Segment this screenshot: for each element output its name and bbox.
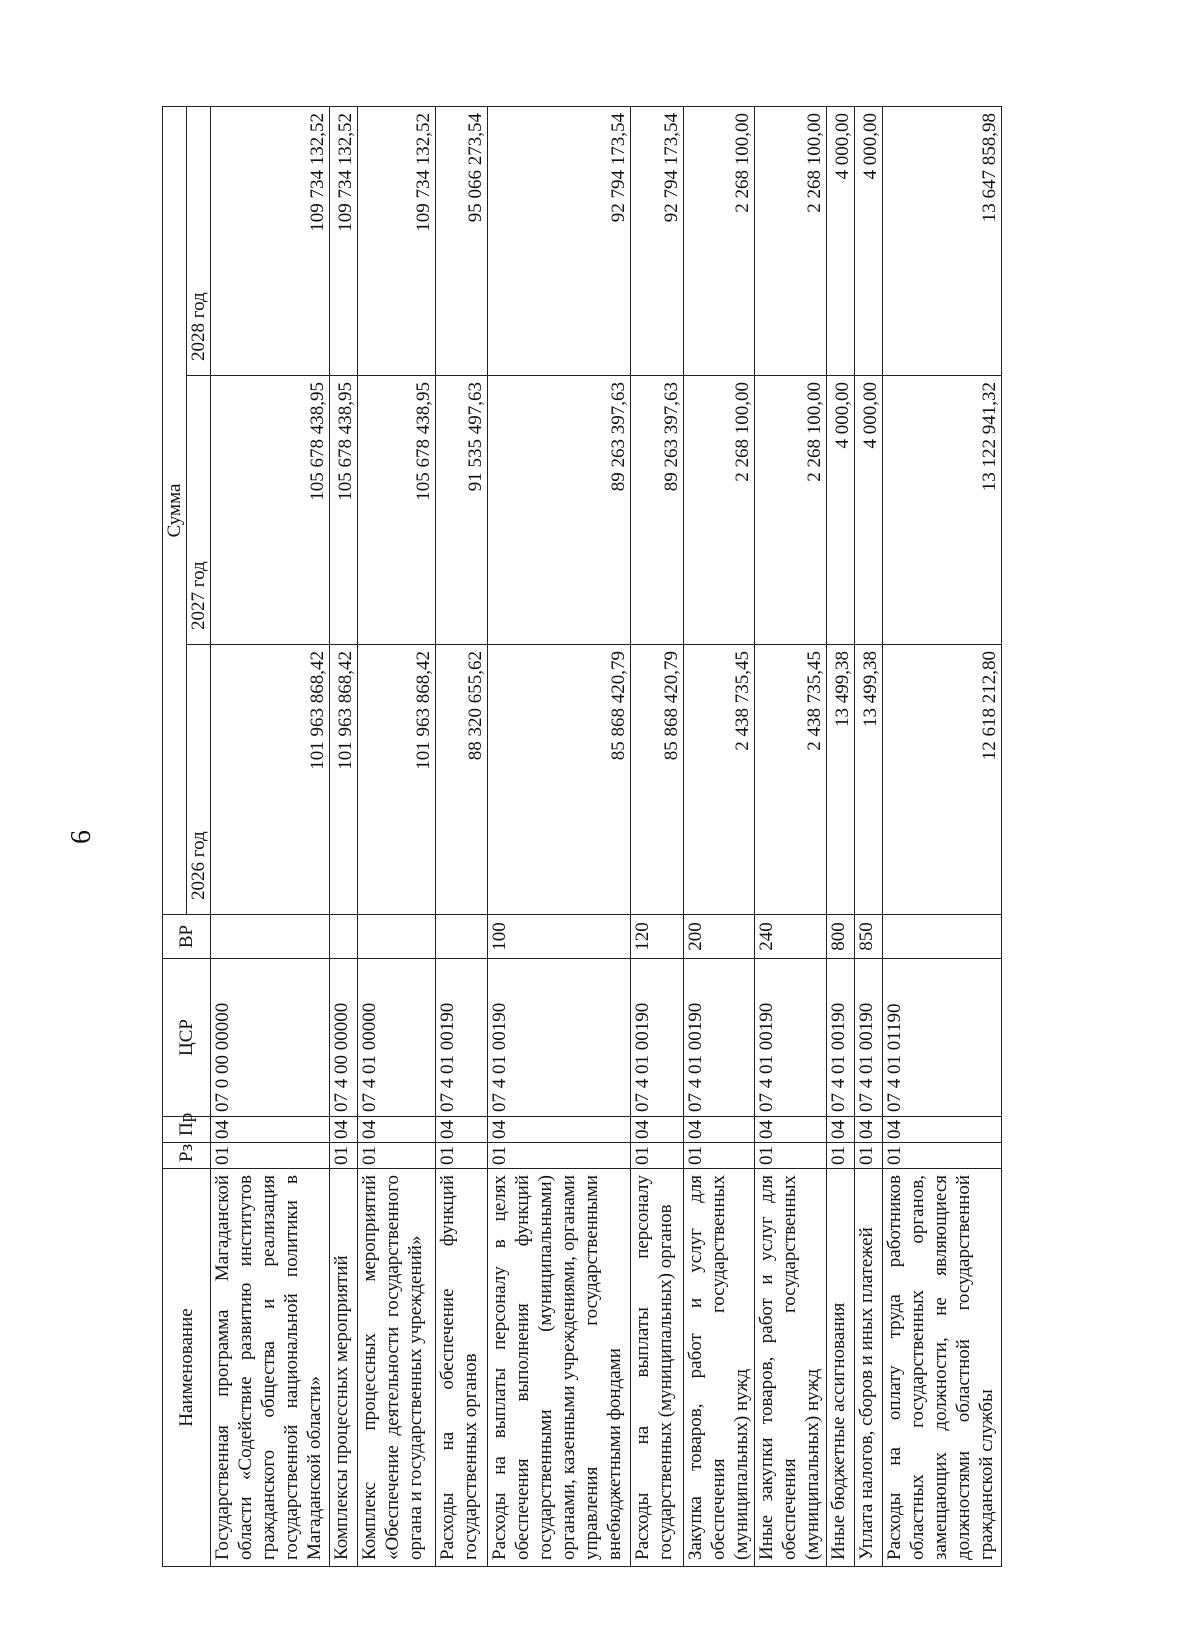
cell-y2027: 105 678 438,95 [330, 376, 358, 645]
cell-y2026: 101 963 868,42 [357, 645, 435, 915]
cell-name: Комплекс процессных мероприятий «Обеспечение деятельности государственного органа и государственных учреждений» [357, 1169, 435, 1567]
cell-rz: 01 [827, 1143, 855, 1169]
table-body [211, 106, 1002, 1566]
table-row [357, 106, 435, 1566]
cell-rz: 01 [488, 1143, 631, 1169]
cell-pr: 04 [882, 1117, 1001, 1143]
cell-rz: 01 [631, 1143, 683, 1169]
cell-y2027: 105 678 438,95 [211, 376, 330, 645]
cell-name: Расходы на выплаты персоналу в целях обеспечения выполнения функций государственными (муниципальными) органами, казенными учреждениями, органами управления государственными внебюджетными фондами [488, 1169, 631, 1567]
cell-y2026: 13 499,38 [827, 645, 855, 915]
cell-vr [357, 915, 435, 959]
cell-y2027: 89 263 397,63 [488, 376, 631, 645]
cell-pr: 04 [631, 1117, 683, 1143]
cell-csr: 07 4 01 00000 [357, 959, 435, 1117]
cell-y2026: 12 618 212,80 [882, 645, 1001, 915]
cell-csr: 07 4 01 00190 [683, 959, 755, 1117]
cell-y2027: 105 678 438,95 [357, 376, 435, 645]
table-row [435, 106, 487, 1566]
cell-y2027: 89 263 397,63 [631, 376, 683, 645]
cell-csr: 07 4 01 01190 [882, 959, 1001, 1117]
cell-csr: 07 4 01 00190 [755, 959, 827, 1117]
table-row [330, 106, 358, 1566]
cell-vr [330, 915, 358, 959]
cell-y2028: 92 794 173,54 [488, 106, 631, 375]
cell-rz: 01 [683, 1143, 755, 1169]
cell-y2026: 101 963 868,42 [330, 645, 358, 915]
cell-pr: 04 [488, 1117, 631, 1143]
cell-name: Расходы на обеспечение функций государственных органов [435, 1169, 487, 1567]
cell-rz: 01 [357, 1143, 435, 1169]
table-row [631, 106, 683, 1566]
cell-y2026: 101 963 868,42 [211, 645, 330, 915]
page-number: 6 [66, 830, 97, 844]
header-vr: ВР [163, 915, 211, 959]
header-year-2028: 2028 год [187, 106, 211, 375]
cell-y2026: 85 868 420,79 [488, 645, 631, 915]
cell-y2028: 13 647 858,98 [882, 106, 1001, 375]
header-name: Наименование [163, 1169, 211, 1567]
cell-y2028: 109 734 132,52 [211, 106, 330, 375]
cell-y2027: 2 268 100,00 [755, 376, 827, 645]
cell-pr: 04 [435, 1117, 487, 1143]
cell-y2026: 88 320 655,62 [435, 645, 487, 915]
cell-y2028: 2 268 100,00 [683, 106, 755, 375]
table-row [211, 106, 330, 1566]
table-row [827, 106, 855, 1566]
cell-y2028: 109 734 132,52 [330, 106, 358, 375]
cell-y2028: 92 794 173,54 [631, 106, 683, 375]
cell-y2028: 95 066 273,54 [435, 106, 487, 375]
cell-csr: 07 4 01 00190 [631, 959, 683, 1117]
cell-rz: 01 [330, 1143, 358, 1169]
header-pr: Пр [163, 1117, 211, 1143]
cell-y2026: 2 438 735,45 [755, 645, 827, 915]
cell-csr: 07 4 01 00190 [435, 959, 487, 1117]
header-sum: Сумма [163, 106, 187, 914]
cell-y2026: 13 499,38 [855, 645, 883, 915]
cell-name: Расходы на выплаты персоналу государственных (муниципальных) органов [631, 1169, 683, 1567]
cell-pr: 04 [827, 1117, 855, 1143]
cell-y2027: 4 000,00 [827, 376, 855, 645]
cell-rz: 01 [435, 1143, 487, 1169]
cell-y2027: 2 268 100,00 [683, 376, 755, 645]
cell-csr: 07 4 00 00000 [330, 959, 358, 1117]
cell-y2026: 85 868 420,79 [631, 645, 683, 915]
budget-table [162, 106, 1002, 1567]
cell-vr [882, 915, 1001, 959]
cell-vr: 800 [827, 915, 855, 959]
cell-y2027: 4 000,00 [855, 376, 883, 645]
cell-pr: 04 [330, 1117, 358, 1143]
table-row [488, 106, 631, 1566]
cell-y2026: 2 438 735,45 [683, 645, 755, 915]
cell-vr: 850 [855, 915, 883, 959]
cell-vr [211, 915, 330, 959]
cell-name: Уплата налогов, сборов и иных платежей [855, 1169, 883, 1567]
cell-csr: 07 0 00 00000 [211, 959, 330, 1117]
header-row [163, 106, 187, 1566]
table-row [882, 106, 1001, 1566]
header-year-2026: 2026 год [187, 645, 211, 915]
cell-y2027: 91 535 497,63 [435, 376, 487, 645]
cell-rz: 01 [755, 1143, 827, 1169]
cell-vr: 120 [631, 915, 683, 959]
cell-rz: 01 [882, 1143, 1001, 1169]
cell-y2028: 109 734 132,52 [357, 106, 435, 375]
table-row [683, 106, 755, 1566]
cell-pr: 04 [755, 1117, 827, 1143]
cell-name: Закупка товаров, работ и услуг для обеспечения государственных (муниципальных) нужд [683, 1169, 755, 1567]
table-row [855, 106, 883, 1566]
cell-csr: 07 4 01 00190 [855, 959, 883, 1117]
cell-name: Государственная программа Магаданской области «Содействие развитию институтов гражданского общества и реализация государственной национальной политики в Магаданской области» [211, 1169, 330, 1567]
cell-name: Комплексы процессных мероприятий [330, 1169, 358, 1567]
cell-csr: 07 4 01 00190 [827, 959, 855, 1117]
cell-rz: 01 [211, 1143, 330, 1169]
cell-rz: 01 [855, 1143, 883, 1169]
header-rz: Рз [163, 1143, 211, 1169]
cell-pr: 04 [683, 1117, 755, 1143]
cell-csr: 07 4 01 00190 [488, 959, 631, 1117]
cell-y2028: 2 268 100,00 [755, 106, 827, 375]
cell-pr: 04 [855, 1117, 883, 1143]
cell-name: Иные закупки товаров, работ и услуг для обеспечения государственных (муниципальных) нужд [755, 1169, 827, 1567]
cell-name: Иные бюджетные ассигнования [827, 1169, 855, 1567]
cell-y2028: 4 000,00 [855, 106, 883, 375]
cell-vr: 100 [488, 915, 631, 959]
cell-vr [435, 915, 487, 959]
cell-vr: 240 [755, 915, 827, 959]
header-csr: ЦСР [163, 959, 211, 1117]
budget-table-container [162, 107, 1002, 1567]
cell-vr: 200 [683, 915, 755, 959]
table-row [755, 106, 827, 1566]
cell-y2027: 13 122 941,32 [882, 376, 1001, 645]
cell-y2028: 4 000,00 [827, 106, 855, 375]
header-year-2027: 2027 год [187, 376, 211, 645]
cell-pr: 04 [211, 1117, 330, 1143]
cell-pr: 04 [357, 1117, 435, 1143]
cell-name: Расходы на оплату труда работников областных государственных органов, замещающих должности, не являющиеся должностями областной государственной гражданской службы [882, 1169, 1001, 1567]
